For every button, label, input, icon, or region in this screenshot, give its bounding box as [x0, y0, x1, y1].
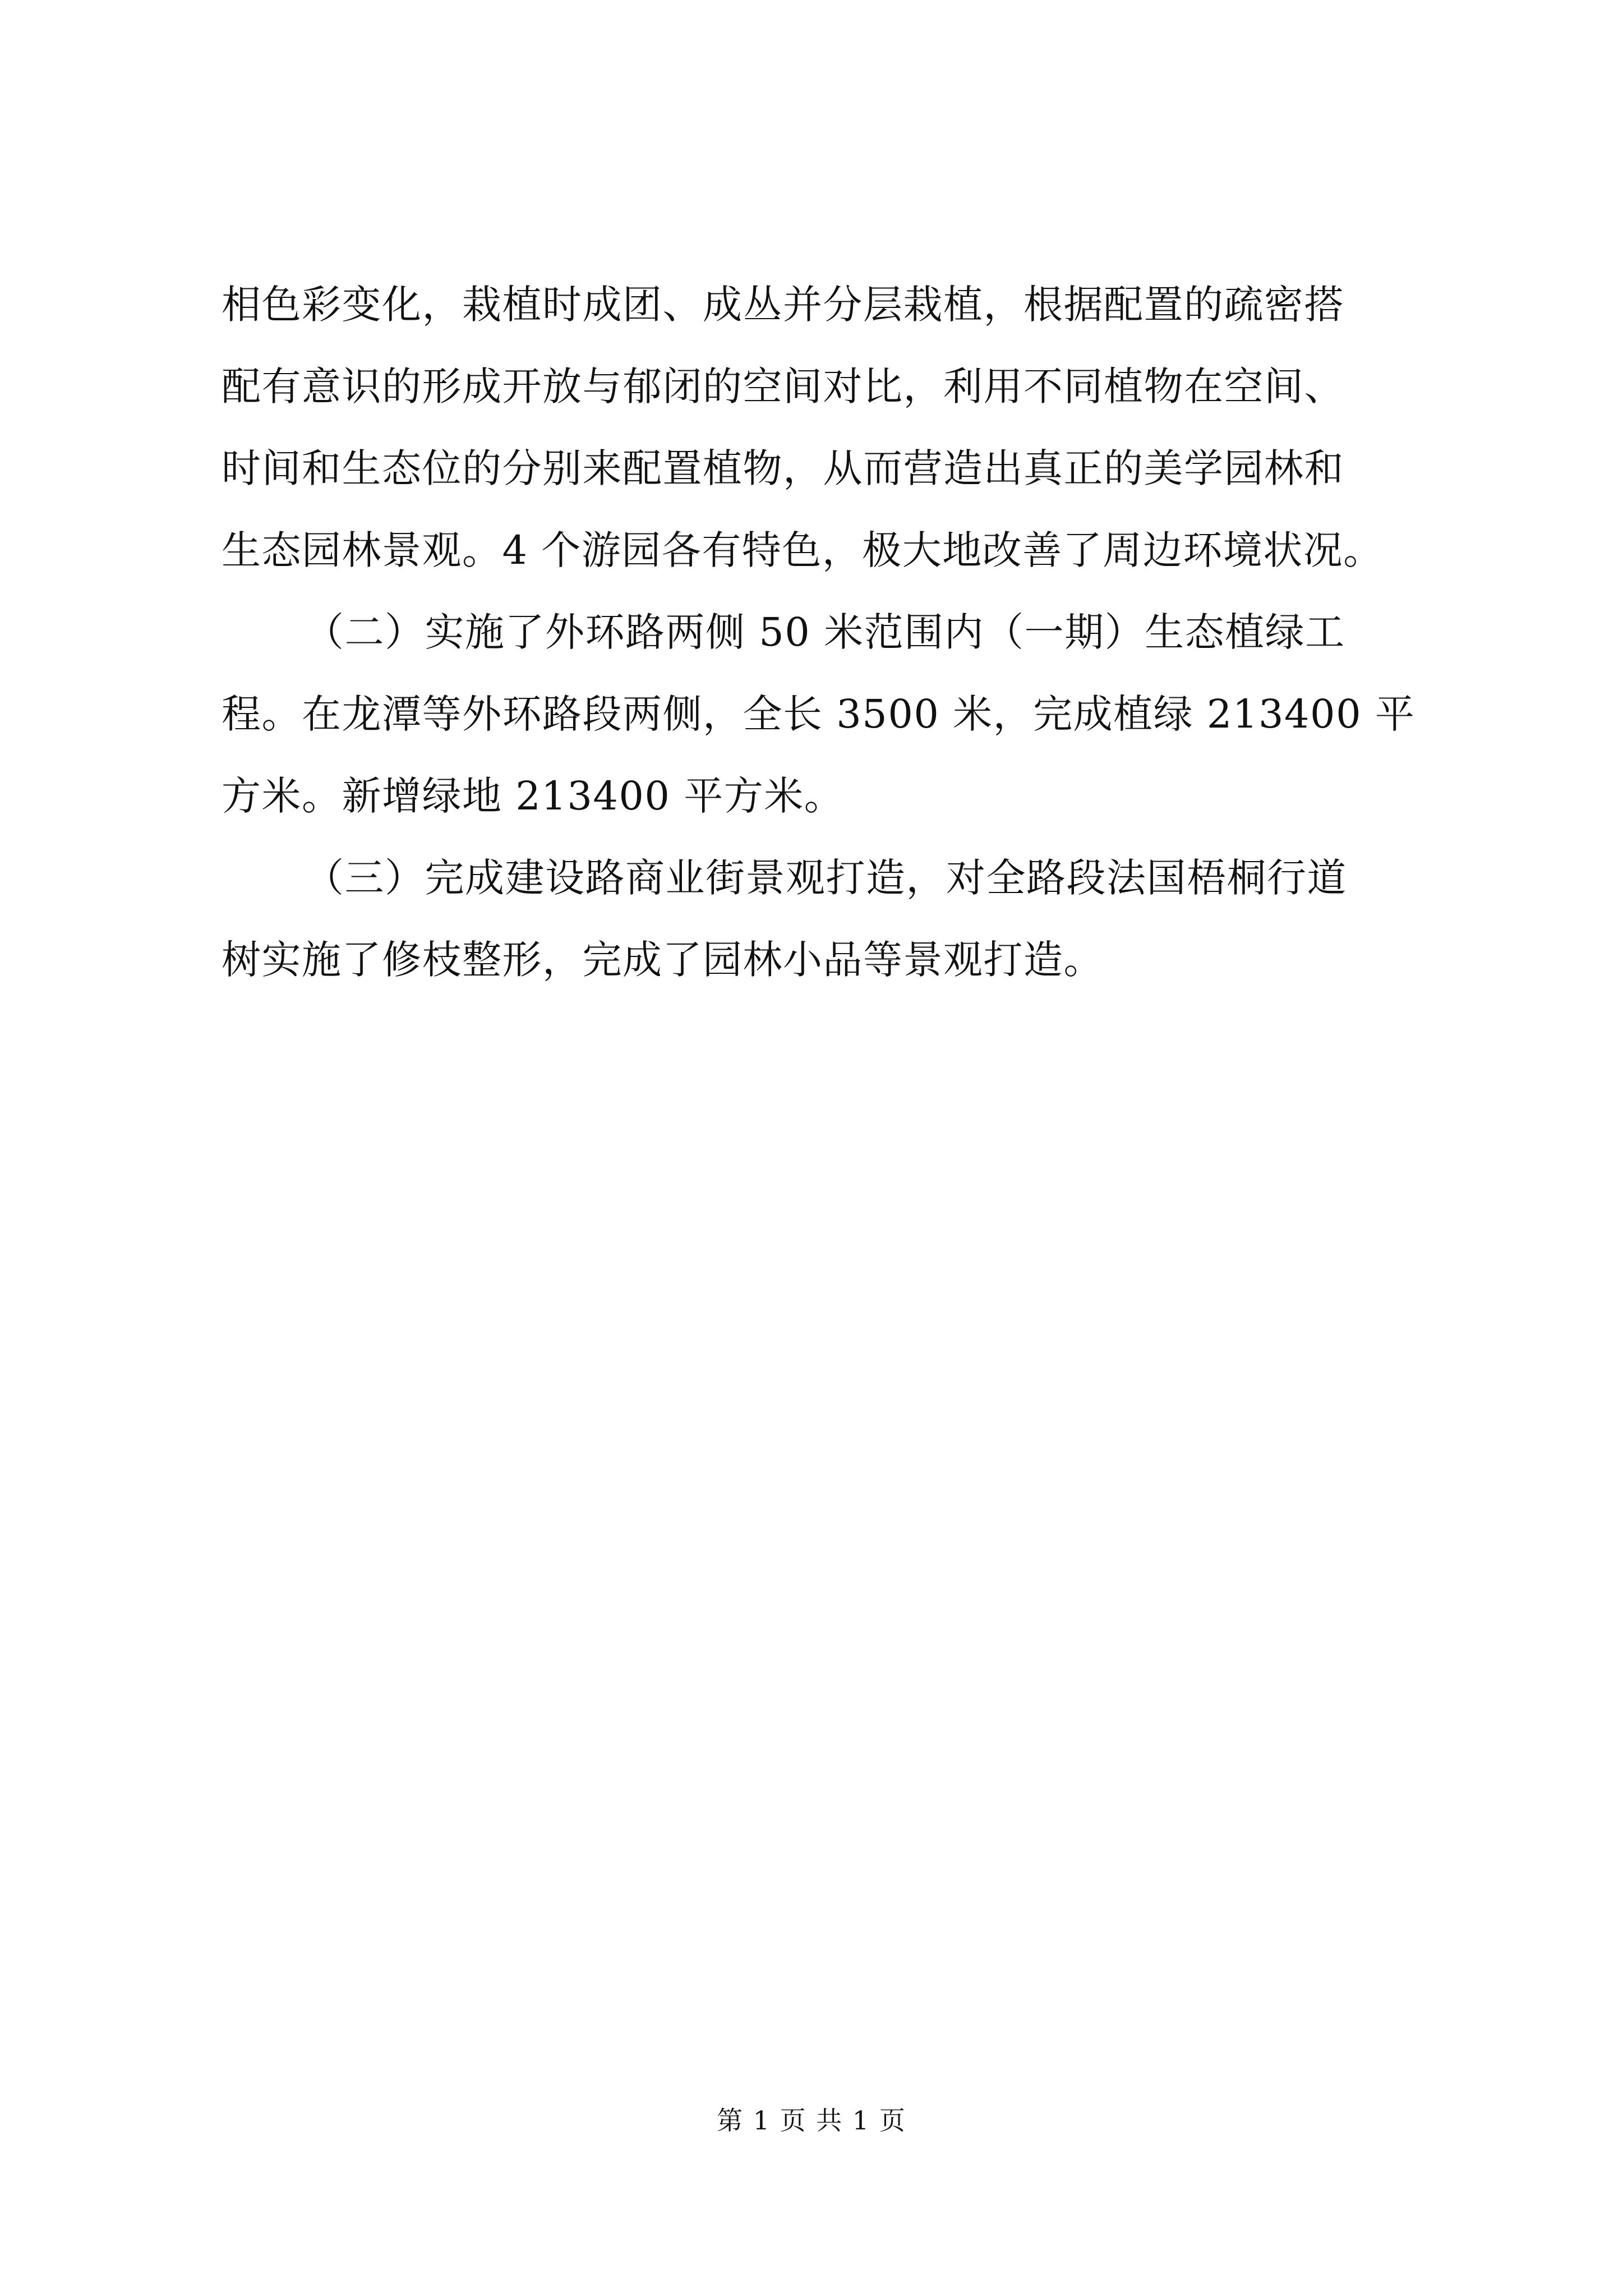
paragraph-line: 相色彩变化，栽植时成团、成丛并分层栽植，根据配置的疏密搭 [222, 282, 1344, 328]
paragraph-line: 方米。新增绿地 213400 平方米。 [222, 773, 845, 819]
paragraph-line: （二）实施了外环路两侧 50 米范围内（一期）生态植绿工 [305, 609, 1345, 655]
paragraph-line: 配有意识的形成开放与郁闭的空间对比，利用不同植物在空间、 [222, 364, 1344, 409]
document-body [222, 264, 1422, 1001]
paragraph-line: （三）完成建设路商业街景观打造，对全路段法国梧桐行道 [305, 855, 1347, 901]
page-footer: 第 1 页 共 1 页 [717, 2105, 906, 2136]
paragraph-line: 生态园林景观。4 个游园各有特色，极大地改善了周边环境状况。 [222, 527, 1384, 573]
paragraph-line: 时间和生态位的分别来配置植物，从而营造出真正的美学园林和 [222, 445, 1344, 491]
paragraph-line: 程。在龙潭等外环路段两侧，全长 3500 米，完成植绿 213400 平 [222, 691, 1415, 737]
paragraph-line: 树实施了修枝整形，完成了园林小品等景观打造。 [222, 937, 1104, 983]
